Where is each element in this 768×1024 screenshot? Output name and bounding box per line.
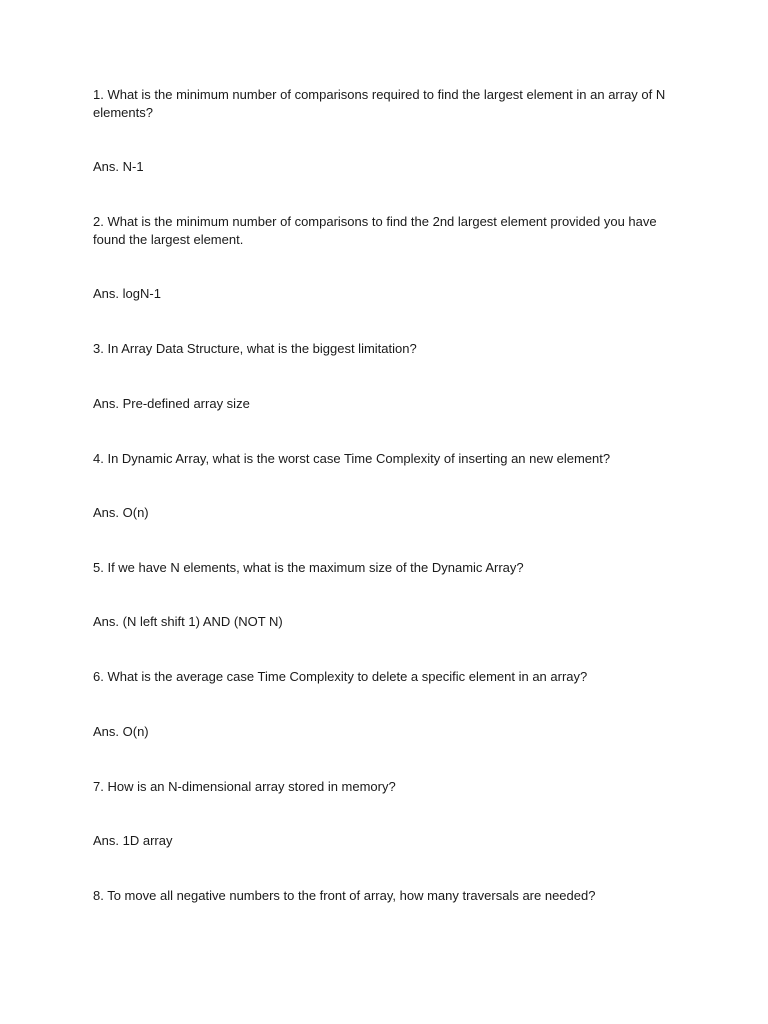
question-3: 3. In Array Data Structure, what is the biggest limitation?	[93, 341, 417, 356]
question-7: 7. How is an N-dimensional array stored in memory?	[93, 779, 396, 794]
answer-4: Ans. O(n)	[93, 505, 149, 520]
question-8: 8. To move all negative numbers to the front of array, how many traversals are needed?	[93, 888, 596, 903]
question-1: 1. What is the minimum number of comparisons required to find the largest element in an array of N elements?	[93, 87, 666, 120]
answer-3: Ans. Pre-defined array size	[93, 396, 250, 411]
answer-1: Ans. N-1	[93, 159, 144, 174]
answer-2: Ans. logN-1	[93, 286, 161, 301]
question-2: 2. What is the minimum number of comparisons to find the 2nd largest element provided you have found the largest element.	[93, 214, 657, 247]
question-5: 5. If we have N elements, what is the maximum size of the Dynamic Array?	[93, 560, 524, 575]
answer-6: Ans. O(n)	[93, 724, 149, 739]
answer-7: Ans. 1D array	[93, 833, 173, 848]
question-4: 4. In Dynamic Array, what is the worst case Time Complexity of inserting an new element?	[93, 451, 611, 466]
question-6: 6. What is the average case Time Complexity to delete a specific element in an array?	[93, 669, 588, 684]
answer-5: Ans. (N left shift 1) AND (NOT N)	[93, 614, 283, 629]
